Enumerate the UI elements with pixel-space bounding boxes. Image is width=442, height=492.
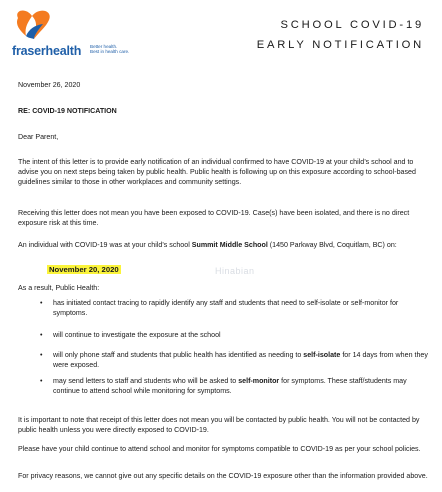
exposure-date-line: [47, 265, 121, 275]
paragraph-public-health: As a result, Public Health:: [18, 284, 100, 292]
list-item: • will only phone staff and students that public health has identified as needing to self-isolate for 14 days from when they were exposed.: [40, 351, 428, 370]
title-line-1: SCHOOL COVID-19: [280, 19, 424, 31]
school-name: Summit Middle School: [191, 241, 268, 249]
title-line-2: EARLY NOTIFICATION: [256, 39, 424, 51]
heart-logo-icon: [12, 8, 56, 42]
paragraph-attend: Please have your child continue to attend school and monitor for symptoms compatible to COVID-19 as per your school policies.: [18, 445, 421, 453]
actions-list: [40, 350, 428, 370]
exposure-date: November 20, 2020: [49, 265, 119, 274]
actions-list: [40, 376, 428, 396]
fraser-health-logo: [12, 8, 162, 64]
paragraph-contact: It is important to note that receipt of this letter does not mean you will be contacted by public health. You will not be contacted by public health unless you were directly exposed to COVID-19.: [18, 416, 420, 435]
brand-name: fraserhealth: [12, 44, 82, 58]
letter-date: November 26, 2020: [18, 81, 81, 89]
list-item: • has initiated contact tracing to rapidly identify any staff and students that need to self-isolate or self-monitor for symptoms.: [40, 299, 399, 318]
list-item: • may send letters to staff and students who will be asked to self-monitor for symptoms. These staff/students may continue to attend school while monitoring for symptoms.: [40, 377, 407, 396]
salutation: Dear Parent,: [18, 133, 59, 141]
paragraph-exposure-risk: Receiving this letter does not mean you have been exposed to COVID-19. Case(s) have been isolated, and there is no direct exposure risk at this time.: [18, 209, 410, 228]
brand-tagline: Better health. Best in health care.: [90, 44, 130, 55]
list-item: • will continue to investigate the exposure at the school: [40, 331, 221, 339]
paragraph-school: An individual with COVID-19 was at your child’s school Summit Middle School (1450 Parkway Blvd, Coquitlam, BC) on:: [18, 241, 397, 249]
watermark: Hinabian: [215, 266, 255, 276]
paragraph-intent: The intent of this letter is to provide early notification of an individual confirmed to have COVID-19 at your child’s school and to advise you on next steps being taken by public health. Public health is following up on this exposure according to school-based guidelines similar to those in other workplaces and community settings.: [18, 158, 416, 187]
actions-list: [40, 330, 428, 340]
paragraph-privacy: For privacy reasons, we cannot give out any specific details on the COVID-19 exposure other than the information provided above.: [18, 472, 428, 480]
letter-subject: RE: COVID-19 NOTIFICATION: [18, 107, 117, 115]
actions-list: [40, 298, 428, 318]
